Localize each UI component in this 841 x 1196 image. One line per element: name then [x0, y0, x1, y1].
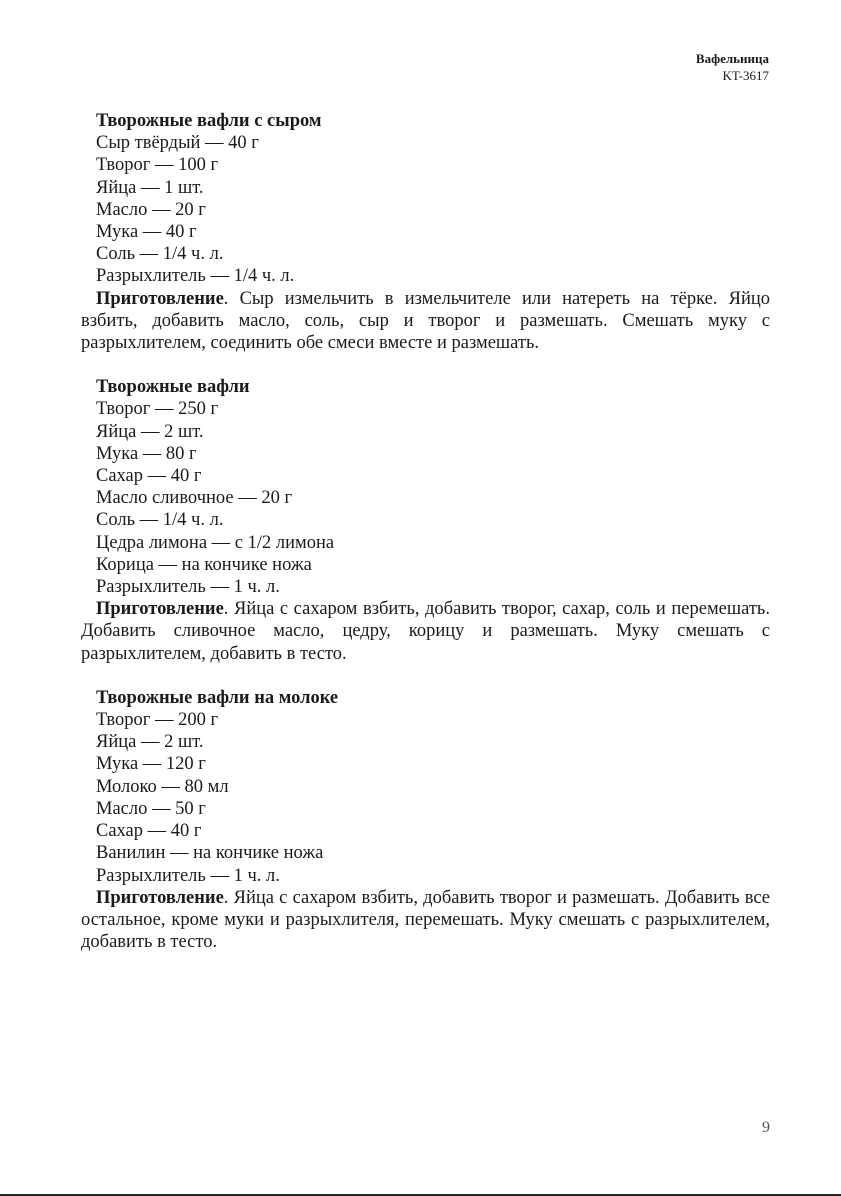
ingredient-item: Масло сливочное — 20 г: [96, 488, 293, 509]
ingredient-item: Творог — 200 г: [96, 710, 219, 731]
ingredient-item: Корица — на кончике ножа: [96, 554, 312, 575]
ingredient-list: [81, 132, 770, 287]
product-name: Вафельница: [695, 51, 769, 66]
ingredient-item: Яйца — 2 шт.: [96, 732, 204, 753]
ingredient-item: Мука — 40 г: [96, 222, 197, 243]
ingredient-item: Разрыхлитель — 1 ч. л.: [96, 577, 280, 598]
ingredient-item: Сыр твёрдый — 40 г: [96, 133, 259, 154]
recipe-title: Творожные вафли: [96, 377, 250, 398]
preparation-text: . Яйца с сахаром взбить, добавить творог и размешать. Добавить все остальное, кроме муки и разрыхлителя, перемешать. Муку смешать с разрыхлителем, добавить в тесто.: [81, 887, 770, 953]
ingredient-item: Разрыхлитель — 1/4 ч. л.: [96, 266, 295, 287]
recipe-content: [81, 110, 770, 975]
preparation-text: . Сыр измельчить в измельчителе или натереть на тёрке. Яйцо взбить, добавить масло, соль, сыр и творог и размешать. Смешать муку с разрыхлителем, соединить обе смеси вместе и размешать.: [81, 288, 770, 354]
ingredient-item: Творог — 100 г: [96, 155, 219, 176]
recipe-title: Творожные вафли с сыром: [96, 111, 322, 131]
ingredient-list: [81, 709, 770, 887]
page-number: 9: [762, 1119, 770, 1136]
ingredient-item: Масло — 20 г: [96, 199, 206, 220]
ingredient-list: [81, 398, 770, 598]
recipe-milk-curd-waffles: [81, 687, 770, 953]
recipe-curd-waffles: [81, 376, 770, 665]
ingredient-item: Яйца — 2 шт.: [96, 421, 204, 442]
preparation-paragraph: [81, 887, 770, 954]
recipe-cheese-curd-waffles: [81, 110, 770, 354]
ingredient-item: Сахар — 40 г: [96, 466, 202, 487]
ingredient-item: Соль — 1/4 ч. л.: [96, 244, 224, 265]
ingredient-item: Яйца — 1 шт.: [96, 177, 204, 198]
ingredient-item: Ванилин — на кончике ножа: [96, 843, 324, 864]
ingredient-item: Мука — 120 г: [96, 754, 206, 775]
preparation-text: . Яйца с сахаром взбить, добавить творог, сахар, соль и перемешать. Добавить сливочное масло, цедру, корицу и размешать. Муку смешать с разрыхлителем, добавить в тесто.: [81, 599, 770, 664]
page-header: [696, 50, 769, 84]
ingredient-item: Сахар — 40 г: [96, 821, 202, 842]
model-number: KT-3617: [722, 68, 769, 83]
ingredient-item: Молоко — 80 мл: [96, 776, 229, 797]
preparation-paragraph: [81, 288, 770, 355]
ingredient-item: Соль — 1/4 ч. л.: [96, 510, 224, 531]
ingredient-item: Цедра лимона — с 1/2 лимона: [96, 532, 335, 553]
recipe-title: Творожные вафли на молоке: [96, 687, 339, 708]
ingredient-item: Творог — 250 г: [96, 399, 219, 420]
ingredient-item: Масло — 50 г: [96, 798, 206, 819]
preparation-label: Приготовление: [96, 599, 224, 620]
preparation-label: Приготовление: [96, 288, 224, 309]
ingredient-item: Разрыхлитель — 1 ч. л.: [96, 865, 280, 886]
ingredient-item: Мука — 80 г: [96, 443, 197, 464]
preparation-paragraph: [81, 598, 770, 665]
preparation-label: Приготовление: [96, 887, 224, 908]
